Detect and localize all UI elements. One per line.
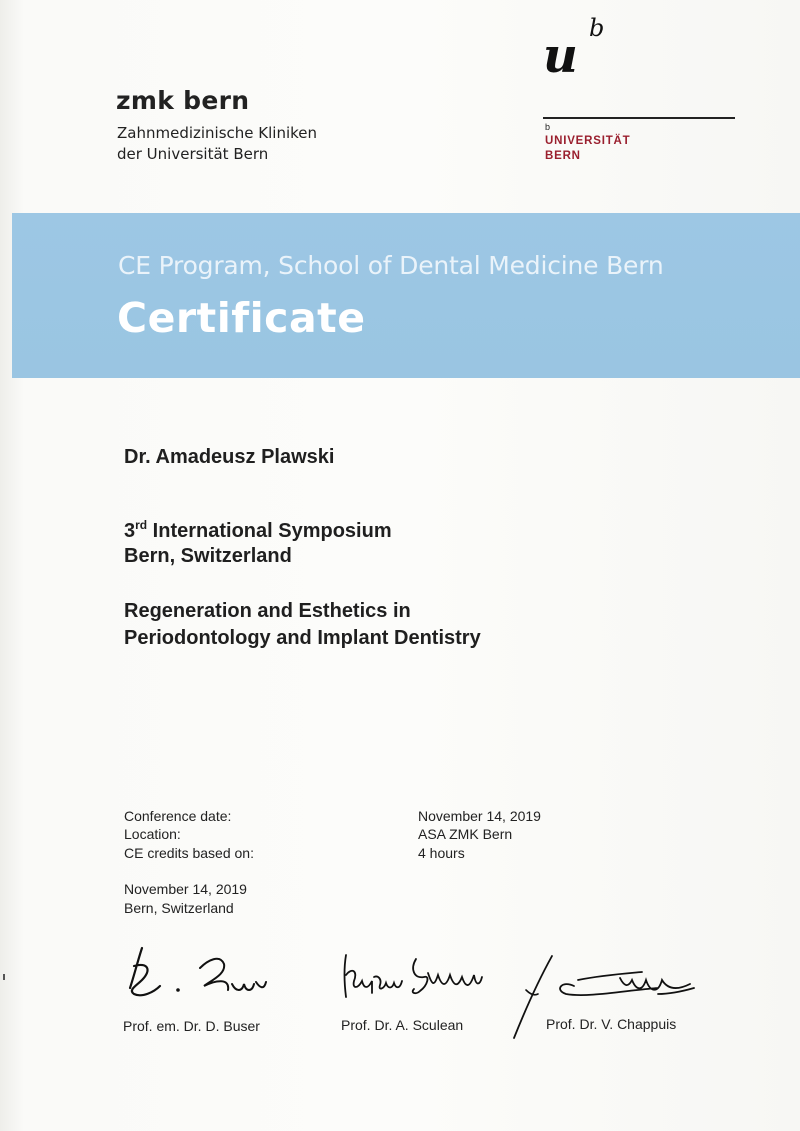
banner-subtitle: CE Program, School of Dental Medicine Bern [118, 251, 664, 280]
location-label: Location: [124, 826, 181, 842]
signatory-name-buser: Prof. em. Dr. D. Buser [123, 1018, 260, 1034]
recipient-name: Dr. Amadeusz Plawski [124, 446, 335, 468]
symposium-name [124, 518, 392, 543]
topic-line1: Regeneration and Esthetics in [124, 600, 411, 622]
signatory-name-chappuis: Prof. Dr. V. Chappuis [546, 1016, 677, 1032]
ub-logo-mark: u [543, 28, 578, 84]
ce-credits-label: CE credits based on: [124, 845, 254, 861]
ub-universitat-text: UNIVERSITÄT [545, 135, 631, 147]
signature-sculean [338, 945, 488, 1010]
issue-date: November 14, 2019 [124, 881, 247, 897]
symposium-place: Bern, Switzerland [124, 545, 292, 567]
symposium-ordinal-suffix: rd [135, 518, 148, 532]
topic-line2: Periodontology and Implant Dentistry [124, 627, 481, 649]
symposium-title: International Symposium [147, 520, 392, 542]
zmk-subtitle-line2: der Universität Bern [117, 145, 269, 163]
zmk-bern-logo: zmk bern [116, 86, 250, 115]
location-value: ASA ZMK Bern [418, 826, 513, 842]
signature-buser [120, 940, 280, 1010]
issue-place: Bern, Switzerland [124, 900, 234, 916]
ub-logo-rule [543, 117, 735, 119]
ub-logo-small-b: b [545, 122, 551, 132]
zmk-subtitle-line1: Zahnmedizinische Kliniken [117, 124, 318, 142]
paper-edge-mark [3, 974, 5, 980]
ub-logo-superscript: b [589, 14, 605, 42]
signatory-name-sculean: Prof. Dr. A. Sculean [341, 1017, 464, 1033]
ub-bern-text: BERN [545, 150, 581, 162]
conference-date-label: Conference date: [124, 808, 232, 824]
certificate-title: Certificate [117, 294, 366, 342]
ce-credits-value: 4 hours [418, 845, 465, 861]
symposium-ordinal-number: 3 [124, 520, 136, 542]
conference-date-value: November 14, 2019 [418, 808, 541, 824]
